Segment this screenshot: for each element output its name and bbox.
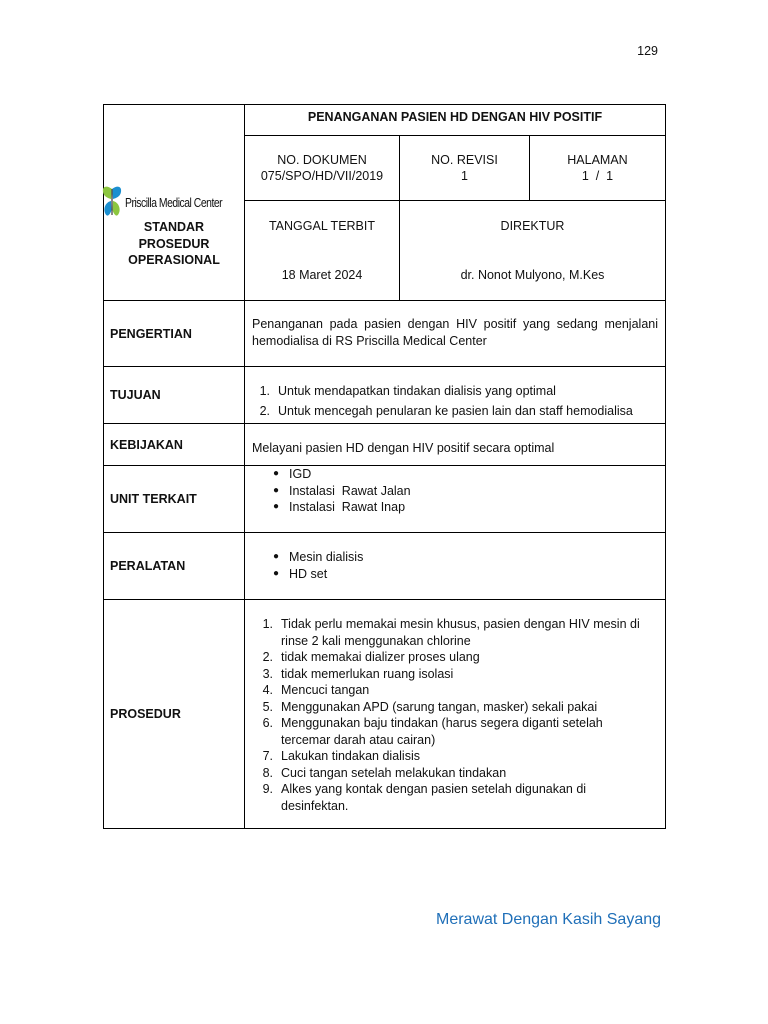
pengertian-label-text: PENGERTIAN xyxy=(110,326,192,341)
tujuan-item-text: Untuk mendapatkan tindakan dialisis yang optimal xyxy=(278,384,556,398)
prosedur-item-text: tidak memerlukan ruang isolasi xyxy=(281,666,454,681)
page-number: 129 xyxy=(637,44,658,58)
peralatan-label xyxy=(104,533,245,600)
issue-date-label: TANGGAL TERBIT xyxy=(268,219,376,233)
list-item: ● IGD xyxy=(273,467,312,481)
prosedur-item-text: Cuci tangan setelah melakukan tindakan xyxy=(281,765,507,780)
kebijakan-label xyxy=(104,424,245,466)
prosedur-item-text: Lakukan tindakan dialisis xyxy=(281,749,420,763)
peralatan-item-text: Mesin dialisis xyxy=(289,550,364,564)
issue-date-cell xyxy=(245,201,400,301)
list-item: 8. Cuci tangan setelah melakukan tindakan xyxy=(262,765,507,780)
prosedur-label-text: PROSEDUR xyxy=(110,707,181,721)
list-item: 6. Menggunakan baju tindakan (harus segera diganti setelah tercemar darah atau cairan) xyxy=(255,715,655,748)
director-cell xyxy=(400,201,666,301)
list-item: 4. Mencuci tangan xyxy=(262,683,370,697)
tujuan-list xyxy=(252,381,658,421)
prosedur-item-text: Mencuci tangan xyxy=(281,683,370,697)
tujuan-item-text: Untuk mencegah penularan ke pasien lain dan staff hemodialisa xyxy=(278,404,633,418)
doc-number-value: 075/SPO/HD/VII/2019 xyxy=(260,169,384,183)
list-item: ● Instalasi Rawat Inap xyxy=(273,500,406,514)
unit-item-text: Instalasi Rawat Jalan xyxy=(289,483,411,498)
list-item: 9. Alkes yang kontak dengan pasien setelah digunakan di desinfektan. xyxy=(255,781,655,814)
list-item: 5. Menggunakan APD (sarung tangan, masker) sekali pakai xyxy=(262,699,598,714)
prosedur-item-text: Menggunakan baju tindakan (harus segera diganti setelah tercemar darah atau cairan) xyxy=(281,716,603,747)
unit-item-text: Instalasi Rawat Inap xyxy=(289,500,406,514)
unit-item-text: IGD xyxy=(289,467,312,481)
pengertian-label xyxy=(104,301,245,367)
logo-text: Priscilla Medical Center xyxy=(125,195,223,210)
unit-terkait-label-text: UNIT TERKAIT xyxy=(110,492,197,506)
prosedur-list xyxy=(255,616,655,814)
prosedur-label xyxy=(104,600,245,829)
list-item: 1. Untuk mendapatkan tindakan dialisis yang optimal xyxy=(252,381,658,401)
doc-number-cell xyxy=(245,136,400,201)
revision-label: NO. REVISI xyxy=(431,153,498,167)
list-item: ● Instalasi Rawat Jalan xyxy=(273,483,411,498)
peralatan-content xyxy=(245,533,666,600)
revision-value: 1 xyxy=(461,169,468,183)
list-item: 3. tidak memerlukan ruang isolasi xyxy=(262,666,454,681)
page-value: 1 / 1 xyxy=(581,169,614,183)
unit-terkait-label xyxy=(104,466,245,533)
document-title xyxy=(245,105,666,136)
list-item: 2. Untuk mencegah penularan ke pasien lain dan staff hemodialisa xyxy=(252,401,658,421)
kebijakan-label-text: KEBIJAKAN xyxy=(110,437,183,452)
page-label: HALAMAN xyxy=(567,153,628,167)
page-cell xyxy=(530,136,666,201)
kebijakan-content xyxy=(245,424,666,466)
issue-date-value: 18 Maret 2024 xyxy=(281,268,363,282)
sop-label-cell xyxy=(104,201,245,301)
tujuan-label xyxy=(104,367,245,424)
prosedur-item-text: tidak memakai dializer proses ulang xyxy=(281,650,480,664)
peralatan-label-text: PERALATAN xyxy=(110,559,186,573)
list-item: 1. Tidak perlu memakai mesin khusus, pasien dengan HIV mesin di rinse 2 kali menggunakan chlorine xyxy=(255,616,655,649)
tujuan-content xyxy=(245,367,666,424)
list-item: 7. Lakukan tindakan dialisis xyxy=(262,749,420,763)
footer-motto: Merawat Dengan Kasih Sayang xyxy=(436,911,662,928)
revision-cell xyxy=(400,136,530,201)
sop-label-line-1: STANDAR xyxy=(143,220,205,234)
peralatan-list xyxy=(267,549,658,582)
prosedur-item-text: Menggunakan APD (sarung tangan, masker) sekali pakai xyxy=(281,699,598,714)
prosedur-content xyxy=(245,600,666,829)
doc-number-label: NO. DOKUMEN xyxy=(277,153,367,167)
sop-label-line-2: PROSEDUR xyxy=(138,236,210,251)
sop-label-line-3: OPERASIONAL xyxy=(128,253,220,267)
sop-table xyxy=(103,104,666,829)
prosedur-item-text: Tidak perlu memakai mesin khusus, pasien dengan HIV mesin di rinse 2 kali menggunakan chlorine xyxy=(281,617,640,648)
document-title-text: PENANGANAN PASIEN HD DENGAN HIV POSITIF xyxy=(307,110,603,124)
prosedur-item-text: Alkes yang kontak dengan pasien setelah digunakan di desinfektan. xyxy=(281,782,587,813)
kebijakan-text: Melayani pasien HD dengan HIV positif secara optimal xyxy=(252,441,555,455)
tujuan-label-text: TUJUAN xyxy=(110,388,161,402)
pengertian-content xyxy=(245,301,666,367)
pengertian-text: Penanganan pada pasien dengan HIV positif yang sedang menjalani hemodialisa di RS Priscilla Medical Center xyxy=(252,317,658,348)
unit-terkait-list xyxy=(267,466,658,516)
peralatan-item-text: HD set xyxy=(289,566,328,581)
list-item: ● Mesin dialisis xyxy=(273,550,364,564)
list-item: ● HD set xyxy=(273,566,328,581)
list-item: 2. tidak memakai dializer proses ulang xyxy=(262,650,480,664)
director-name: dr. Nonot Mulyono, M.Kes xyxy=(460,268,605,282)
director-label: DIREKTUR xyxy=(500,219,565,233)
unit-terkait-content xyxy=(245,466,666,533)
